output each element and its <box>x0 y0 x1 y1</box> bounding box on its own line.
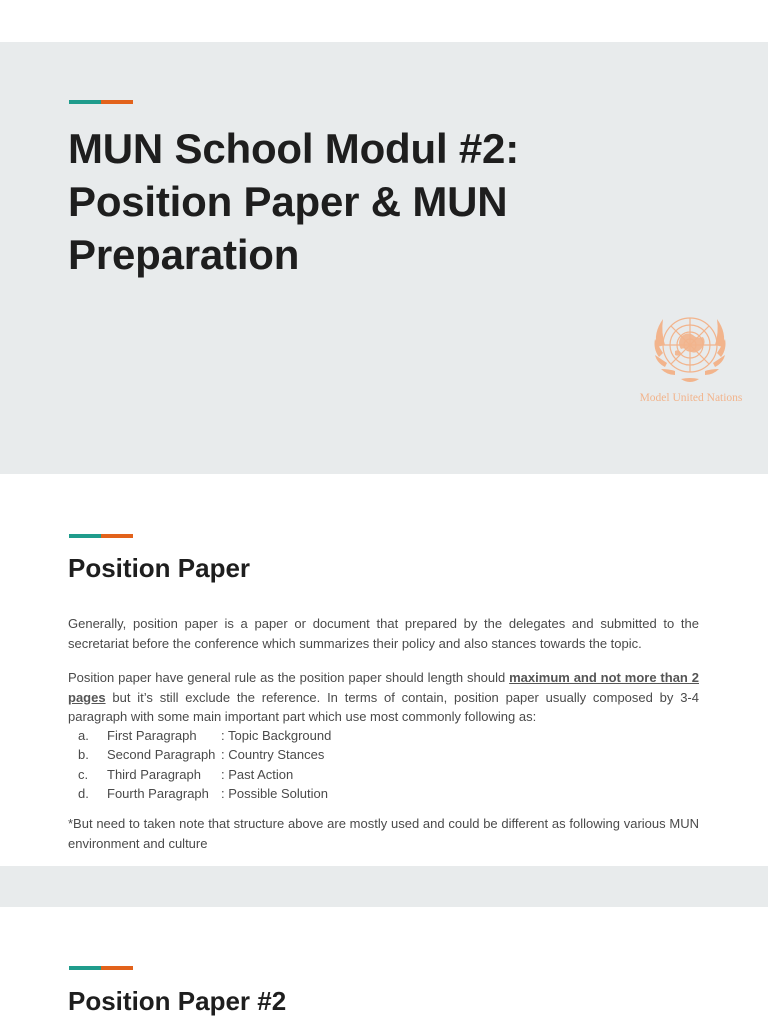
list-item-name: First Paragraph <box>107 728 197 743</box>
accent-teal <box>69 534 101 538</box>
paragraph-rules <box>68 668 699 727</box>
list-item <box>68 726 699 745</box>
list-marker: c. <box>78 766 89 782</box>
un-emblem-icon <box>645 307 735 391</box>
accent-teal <box>69 966 101 970</box>
title-line-1: MUN School Modul #2: <box>68 125 519 172</box>
section-accent-bar <box>69 966 133 970</box>
title-slide <box>0 42 768 474</box>
section-heading: Position Paper <box>68 553 251 583</box>
top-margin <box>0 0 768 42</box>
title-line-2: Position Paper & MUN <box>68 178 508 225</box>
accent-orange <box>101 534 133 538</box>
main-title <box>68 122 688 281</box>
accent-orange <box>101 966 133 970</box>
list-marker: b. <box>78 747 89 763</box>
list-marker: d. <box>78 785 89 801</box>
accent-orange <box>101 100 133 104</box>
paragraph-rules-end: but it’s still exclude the reference. In terms of contain, position paper usually composed by 3-4 paragraph with some main important part which use most commonly following as: <box>68 689 699 724</box>
page-limit-emphasis: maximum and not more than 2 pages <box>68 670 699 705</box>
paragraph-definition: Generally, position paper is a paper or document that prepared by the delegates and submitted to the secretariat before the conference which summarizes their policy and also stances towards the topic. <box>68 616 699 651</box>
list-item <box>68 765 699 784</box>
slide-divider <box>0 866 768 907</box>
list-marker: a. <box>78 728 89 743</box>
list-item <box>68 745 699 764</box>
list-item-value: : Possible Solution <box>221 785 328 801</box>
list-item-name: Third Paragraph <box>107 766 201 782</box>
section-accent-bar <box>69 534 133 538</box>
list-item-value: : Topic Background <box>221 728 332 743</box>
list-item <box>68 784 699 803</box>
title-line-3: Preparation <box>68 231 300 278</box>
position-paper-slide <box>0 474 768 866</box>
un-logo-caption: Model United Nations <box>639 392 743 404</box>
section-heading: Position Paper #2 <box>68 986 287 1016</box>
position-paper-2-slide <box>0 907 768 1024</box>
structure-note: *But need to taken note that structure above are mostly used and could be different as following various MUN environment and culture <box>68 816 699 851</box>
paragraph-rules-start: Position paper have general rule as the position paper should length should <box>68 670 510 685</box>
list-item-name: Second Paragraph <box>107 747 216 763</box>
list-item-value: : Country Stances <box>221 747 325 763</box>
list-item-value: : Past Action <box>221 766 294 782</box>
title-accent-bar <box>69 100 133 104</box>
accent-teal <box>69 100 101 104</box>
paragraph-structure-list <box>68 726 699 803</box>
list-item-name: Fourth Paragraph <box>107 785 209 801</box>
